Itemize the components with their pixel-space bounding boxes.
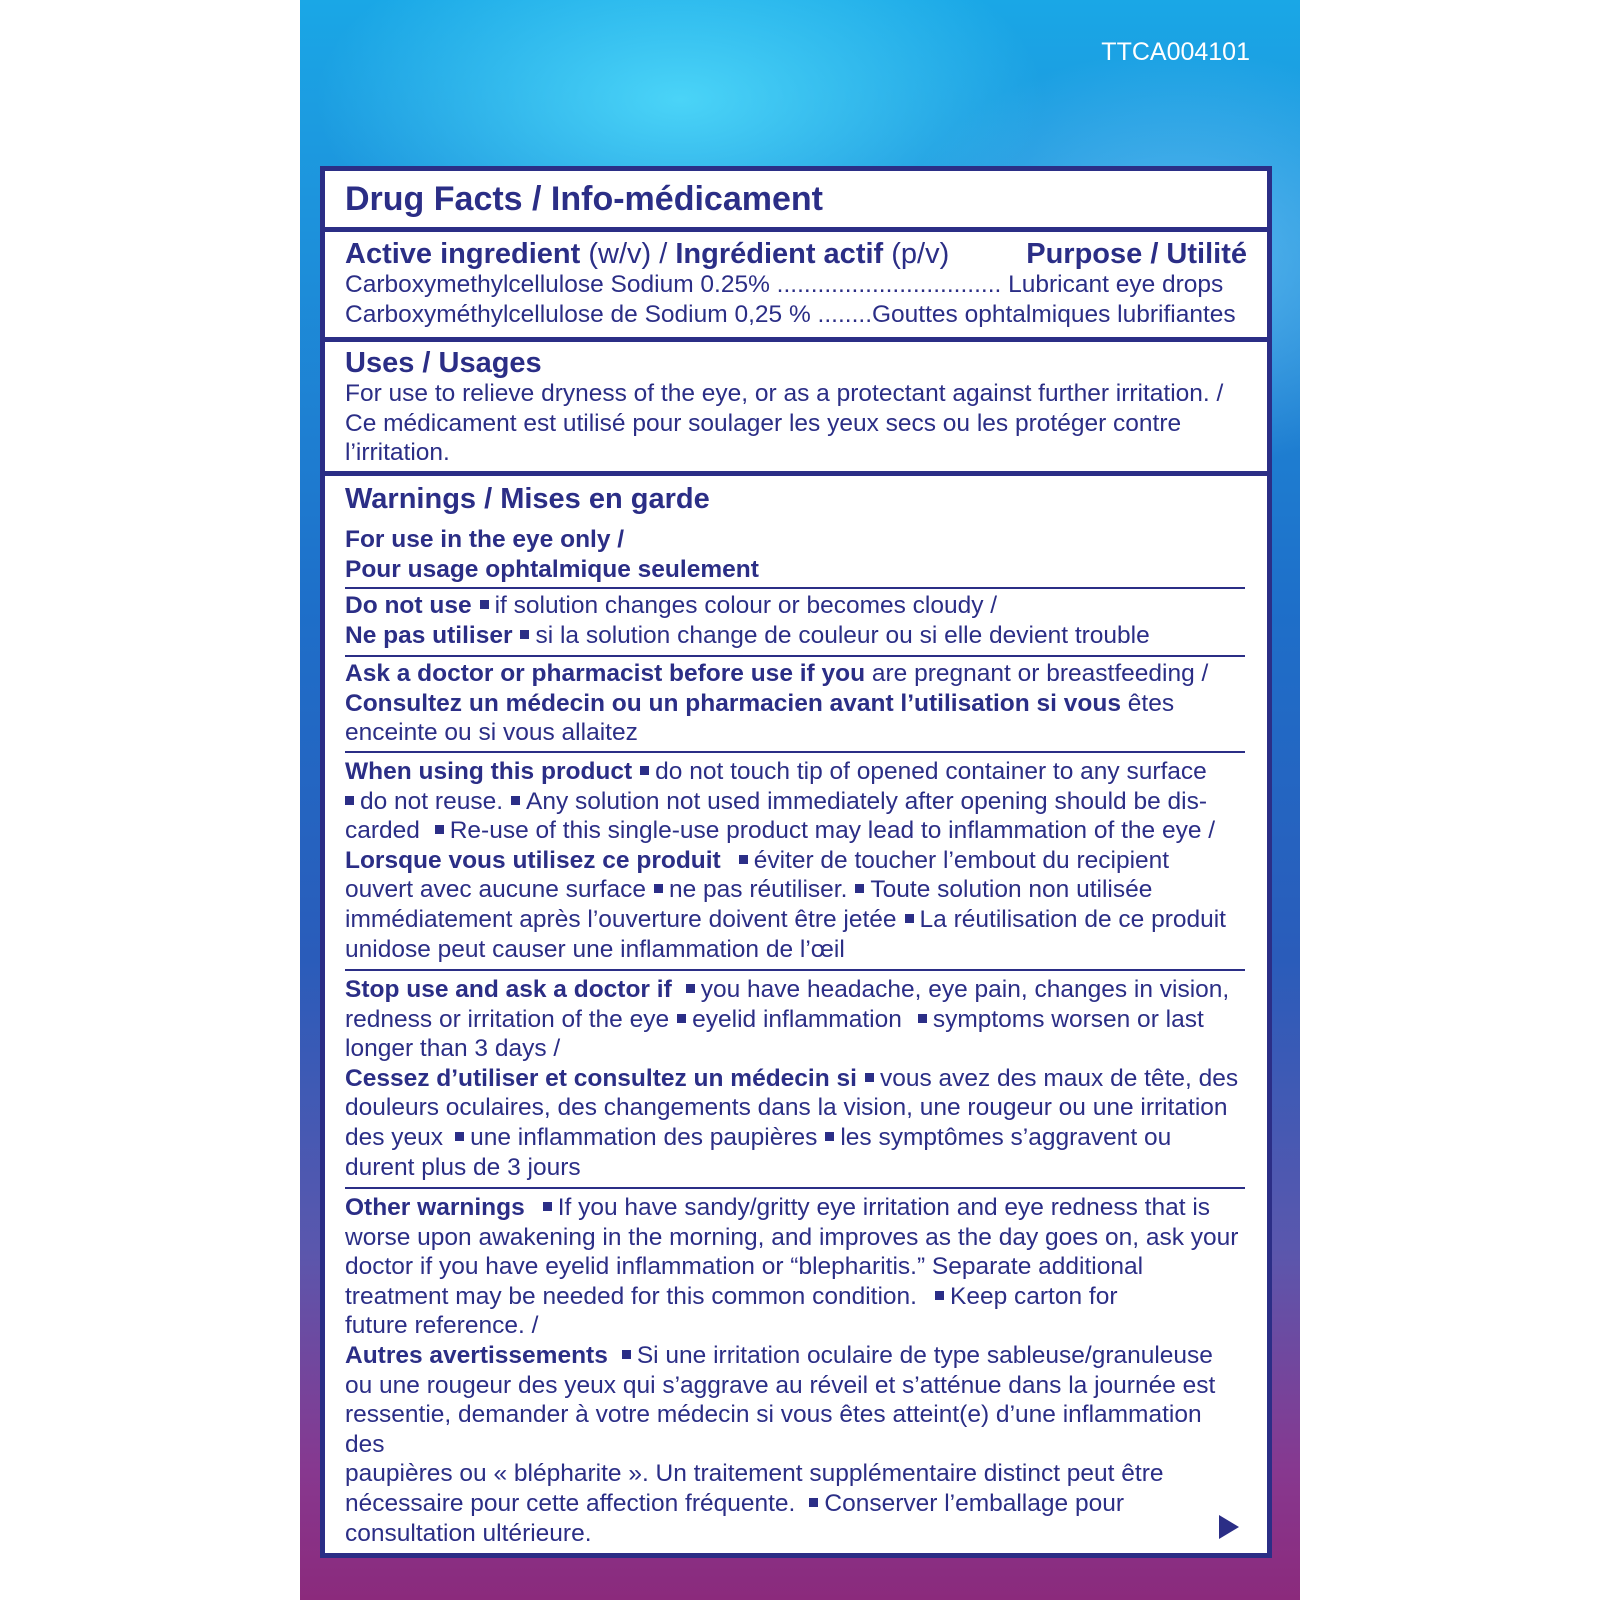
- lorsque-text: éviter de toucher l’embout du recipient: [753, 846, 1170, 874]
- drug-facts-title: Drug Facts / Info-médicament: [345, 180, 823, 218]
- autres-text: Conserver l’emballage pour: [824, 1489, 1124, 1517]
- ask-doctor-block: [325, 659, 1267, 748]
- lorsque-text: ne pas réutiliser.: [669, 876, 848, 904]
- square-bullet-icon: [809, 1498, 818, 1507]
- thin-divider: [345, 655, 1245, 657]
- square-bullet-icon: [455, 1132, 464, 1141]
- active-heading-fr-unit: (p/v): [883, 238, 950, 270]
- lorsque-text: immédiatement après l’ouverture doivent être jetée: [345, 905, 897, 933]
- cessez-label: Cessez d’utiliser et consultez un médecin si: [345, 1064, 857, 1092]
- square-bullet-icon: [543, 1202, 552, 1211]
- warnings-section: [325, 483, 1267, 584]
- other-warnings-block: [325, 1193, 1267, 1548]
- do-not-use-block: [325, 591, 1267, 650]
- autres-label: Autres avertissements: [345, 1341, 608, 1369]
- carton-background: [300, 0, 1300, 1600]
- when-using-text: carded: [345, 817, 427, 845]
- square-bullet-icon: [622, 1350, 631, 1359]
- continue-arrow-icon: [1219, 1515, 1239, 1539]
- square-bullet-icon: [435, 825, 444, 834]
- active-ingredient-header: [345, 238, 1247, 270]
- when-using-text: do not touch tip of opened container to any surface: [655, 758, 1207, 785]
- cessez-text: vous avez des maux de tête, des: [879, 1064, 1239, 1092]
- other-warnings-text: doctor if you have eyelid inflammation or “blepharitis.” Separate additional: [345, 1253, 1144, 1281]
- active-heading-en: Active ingredient: [345, 238, 581, 270]
- autres-text: ressentie, demander à votre médecin si vous êtes atteint(e) d’une inflammation des: [345, 1401, 1202, 1458]
- uses-heading: Uses / Usages: [345, 347, 542, 379]
- autres-text: Si une irritation oculaire de type sableuse/granuleuse: [636, 1341, 1213, 1369]
- uses-section: [325, 347, 1267, 468]
- divider: [325, 227, 1267, 232]
- thin-divider: [345, 969, 1245, 971]
- square-bullet-icon: [739, 855, 748, 864]
- consult-line2: enceinte ou si vous allaitez: [345, 719, 638, 747]
- uses-line: l’irritation.: [345, 439, 450, 467]
- when-using-text: do not reuse.: [360, 787, 504, 815]
- autres-text: nécessaire pour cette affection fréquente.: [345, 1489, 796, 1517]
- stop-use-text: longer than 3 days /: [345, 1035, 561, 1063]
- lorsque-text: Toute solution non utilisée: [870, 876, 1153, 904]
- square-bullet-icon: [520, 630, 529, 639]
- when-using-label: When using this product: [345, 758, 633, 785]
- when-using-block: [325, 757, 1267, 964]
- uses-line: For use to relieve dryness of the eye, or as a protectant against further irritation. /: [345, 380, 1224, 407]
- square-bullet-icon: [935, 1291, 944, 1300]
- uses-line: Ce médicament est utilisé pour soulager les yeux secs ou les protéger contre: [345, 409, 1182, 437]
- ask-text: are pregnant or breastfeeding /: [865, 660, 1209, 687]
- thin-divider: [345, 751, 1245, 753]
- other-warnings-text: If you have sandy/gritty eye irritation and eye redness that is: [557, 1194, 1211, 1221]
- stop-use-text: you have headache, eye pain, changes in vision,: [700, 976, 1230, 1003]
- cessez-text: douleurs oculaires, des changements dans la vision, une rougeur ou une irritation: [345, 1094, 1228, 1122]
- active-heading-sep: /: [651, 238, 676, 270]
- drug-facts-panel: [320, 166, 1272, 1558]
- warnings-heading: Warnings / Mises en garde: [345, 483, 710, 515]
- stop-use-block: [325, 975, 1267, 1182]
- other-warnings-text: worse upon awakening in the morning, and improves as the day goes on, ask your: [345, 1223, 1239, 1251]
- square-bullet-icon: [825, 1132, 834, 1141]
- stop-use-label: Stop use and ask a doctor if: [345, 976, 672, 1003]
- lorsque-label: Lorsque vous utilisez ce produit: [345, 846, 721, 874]
- stop-use-text: eyelid inflammation: [692, 1005, 902, 1033]
- active-heading-en-unit: (w/v): [580, 238, 652, 270]
- square-bullet-icon: [345, 796, 354, 805]
- when-using-text: Any solution not used immediately after opening should be dis-: [526, 787, 1207, 815]
- consult-label: Consultez un médecin ou un pharmacien avant l’utilisation si vous: [345, 689, 1121, 717]
- eye-only-en: For use in the eye only /: [345, 526, 625, 553]
- square-bullet-icon: [511, 796, 520, 805]
- drug-facts-title-section: [325, 179, 1267, 219]
- purpose-heading: Purpose / Utilité: [1026, 238, 1247, 270]
- other-warnings-label: Other warnings: [345, 1194, 525, 1221]
- square-bullet-icon: [905, 914, 914, 923]
- autres-text: ou une rougeur des yeux qui s’aggrave au réveil et s’atténue dans la journée est: [345, 1371, 1216, 1399]
- other-warnings-text: future reference. /: [345, 1312, 539, 1340]
- cessez-text: des yeux: [345, 1123, 444, 1151]
- active-ingredient-heading: [345, 238, 949, 270]
- ne-pas-utiliser-label: Ne pas utiliser: [345, 621, 513, 649]
- other-warnings-text: treatment may be needed for this common condition.: [345, 1282, 917, 1310]
- divider: [325, 337, 1267, 342]
- divider: [325, 471, 1267, 476]
- active-line-en: Carboxymethylcellulose Sodium 0.25% ................................. Lubricant eye drops: [345, 271, 1224, 298]
- thin-divider: [345, 587, 1245, 589]
- do-not-use-text: if solution changes colour or becomes cloudy /: [494, 592, 998, 619]
- when-using-text: Re-use of this single-use product may lead to inflammation of the eye /: [449, 817, 1216, 845]
- square-bullet-icon: [855, 884, 864, 893]
- square-bullet-icon: [865, 1073, 874, 1082]
- square-bullet-icon: [654, 884, 663, 893]
- stop-use-text: symptoms worsen or last: [932, 1005, 1204, 1033]
- autres-text: consultation ultérieure.: [345, 1519, 592, 1547]
- cessez-text: les symptômes s’aggravent ou: [840, 1123, 1172, 1151]
- eye-only-fr: Pour usage ophtalmique seulement: [345, 555, 759, 583]
- other-warnings-text: Keep carton for: [949, 1282, 1118, 1310]
- product-code: TTCA004101: [1101, 38, 1250, 66]
- square-bullet-icon: [686, 984, 695, 993]
- lorsque-text: ouvert avec aucune surface: [345, 876, 646, 904]
- square-bullet-icon: [480, 600, 489, 609]
- cessez-text: durent plus de 3 jours: [345, 1153, 581, 1181]
- do-not-use-label: Do not use: [345, 592, 472, 619]
- consult-text: êtes: [1120, 689, 1175, 717]
- thin-divider: [345, 1187, 1245, 1189]
- ne-pas-utiliser-text: si la solution change de couleur ou si elle devient trouble: [535, 621, 1150, 649]
- cessez-text: une inflammation des paupières: [470, 1123, 818, 1151]
- square-bullet-icon: [677, 1014, 686, 1023]
- stop-use-text: redness or irritation of the eye: [345, 1005, 670, 1033]
- active-ingredient-section: [325, 238, 1267, 329]
- autres-text: paupières ou « blépharite ». Un traitement supplémentaire distinct peut être: [345, 1460, 1164, 1488]
- lorsque-text: unidose peut causer une inflammation de l’œil: [345, 935, 845, 963]
- lorsque-text: La réutilisation de ce produit: [919, 905, 1226, 933]
- active-heading-fr: Ingrédient actif: [675, 238, 884, 270]
- active-line-fr: Carboxyméthylcellulose de Sodium 0,25 % ........Gouttes ophtalmiques lubrifiantes: [345, 300, 1236, 328]
- square-bullet-icon: [918, 1014, 927, 1023]
- ask-label: Ask a doctor or pharmacist before use if you: [345, 660, 866, 687]
- square-bullet-icon: [640, 766, 649, 775]
